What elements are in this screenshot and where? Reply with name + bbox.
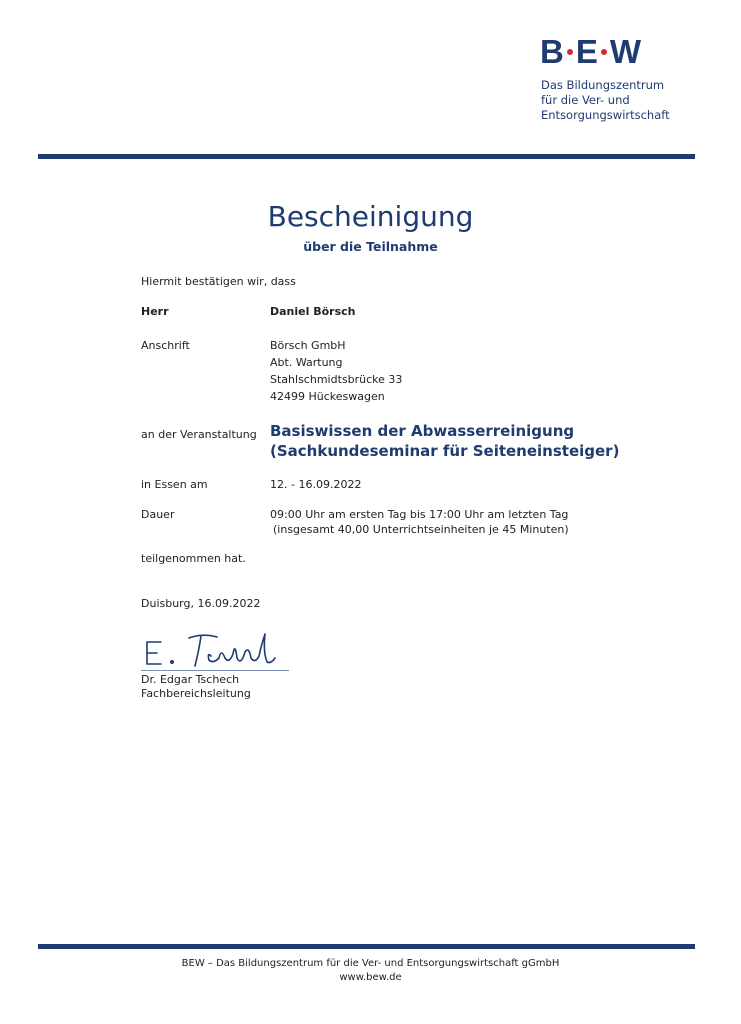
address-line-3: Stahlschmidtsbrücke 33: [270, 373, 403, 386]
intro-text: Hiermit bestätigen wir, dass: [141, 275, 296, 288]
signature-line: [141, 670, 289, 671]
event-title-line-1: Basiswissen der Abwasserreinigung: [270, 422, 575, 440]
bew-logo: B E W: [540, 33, 642, 70]
location-label: in Essen am: [141, 478, 208, 491]
address-line-2: Abt. Wartung: [270, 356, 343, 369]
document-subtitle: über die Teilnahme: [303, 239, 438, 254]
footer-website: www.bew.de: [339, 972, 402, 983]
logo-tagline-3: Entsorgungswirtschaft: [541, 108, 670, 122]
document-title: Bescheinigung: [267, 200, 474, 233]
address-line-4: 42499 Hückeswagen: [270, 390, 385, 403]
event-title-line-2: (Sachkundeseminar für Seiteneinsteiger): [270, 442, 620, 460]
closing-text: teilgenommen hat.: [141, 552, 246, 565]
duration-line-2: (insgesamt 40,00 Unterrichtseinheiten je 45 Minuten): [273, 523, 569, 536]
participant-name: Daniel Börsch: [270, 305, 356, 318]
signature-image: [141, 628, 291, 672]
address-line-1: Börsch GmbH: [270, 339, 346, 352]
logo-tagline-1: Das Bildungszentrum: [541, 78, 665, 92]
event-dates: 12. - 16.09.2022: [270, 478, 362, 491]
duration-line-1: 09:00 Uhr am ersten Tag bis 17:00 Uhr am letzten Tag: [270, 508, 569, 521]
signer-title: Fachbereichsleitung: [141, 687, 251, 700]
place-date: Duisburg, 16.09.2022: [141, 597, 261, 610]
footer-organization: BEW – Das Bildungszentrum für die Ver- und Entsorgungswirtschaft gGmbH: [181, 958, 560, 969]
signer-name: Dr. Edgar Tschech: [141, 673, 240, 686]
duration-label: Dauer: [141, 508, 175, 521]
address-label: Anschrift: [141, 339, 190, 352]
salutation-label: Herr: [141, 305, 169, 318]
logo-tagline-2: für die Ver- und: [541, 93, 630, 107]
event-label: an der Veranstaltung: [141, 428, 257, 441]
header-rule: [38, 154, 695, 159]
footer-rule: [38, 944, 695, 949]
